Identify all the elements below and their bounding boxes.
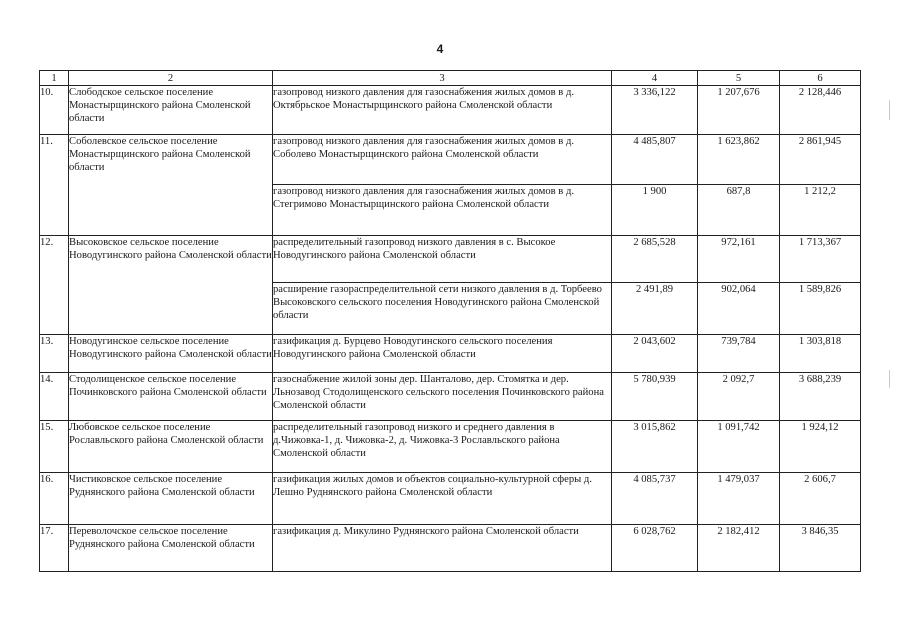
amount-col6-cell: 2 606,7 xyxy=(780,473,861,525)
table-row xyxy=(40,335,861,373)
page-number: 4 xyxy=(436,42,444,56)
table-row xyxy=(40,86,861,135)
header-cell: 2 xyxy=(69,71,273,86)
object-description-cell: распределительный газопровод низкого и среднего давления в д.Чижовка-1, д. Чижовка-2, д. Чижовка-3 Рославльского района Смоленской области xyxy=(273,421,612,473)
header-cell: 6 xyxy=(780,71,861,86)
settlement-name-cell: Высоковское сельское поселение Новодугинского района Смоленской области xyxy=(69,236,273,335)
row-number-cell: 13. xyxy=(40,335,69,373)
amount-col6-cell: 3 688,239 xyxy=(780,373,861,421)
amount-col5-cell: 1 207,676 xyxy=(698,86,780,135)
margin-line-top xyxy=(889,100,890,120)
amount-col5-cell: 1 623,862 xyxy=(698,135,780,185)
object-description-cell: распределительный газопровод низкого давления в с. Высокое Новодугинского района Смоленской области xyxy=(273,236,612,283)
amount-col6-cell: 2 128,446 xyxy=(780,86,861,135)
row-number-cell: 12. xyxy=(40,236,69,335)
amount-col5-cell: 1 091,742 xyxy=(698,421,780,473)
table-row xyxy=(40,373,861,421)
amount-col5-cell: 2 092,7 xyxy=(698,373,780,421)
margin-line-bottom xyxy=(889,370,890,388)
amount-total-cell: 2 491,89 xyxy=(612,283,698,335)
amount-total-cell: 4 485,807 xyxy=(612,135,698,185)
amount-col5-cell: 739,784 xyxy=(698,335,780,373)
header-cell: 5 xyxy=(698,71,780,86)
amount-col5-cell: 1 479,037 xyxy=(698,473,780,525)
object-description-cell: расширение газораспределительной сети низкого давления в д. Торбеево Высоковского сельского поселения Новодугинского района Смоленской области xyxy=(273,283,612,335)
allocation-table xyxy=(39,70,861,572)
amount-total-cell: 2 685,528 xyxy=(612,236,698,283)
table-row xyxy=(40,135,861,185)
amount-col5-cell: 972,161 xyxy=(698,236,780,283)
row-number-cell: 11. xyxy=(40,135,69,236)
amount-total-cell: 1 900 xyxy=(612,185,698,236)
amount-total-cell: 2 043,602 xyxy=(612,335,698,373)
amount-total-cell: 3 015,862 xyxy=(612,421,698,473)
object-description-cell: газоснабжение жилой зоны дер. Шанталово, дер. Стомятка и дер. Льнозавод Стодолищенского сельского поселения Починковского района Смоленской области xyxy=(273,373,612,421)
settlement-name-cell: Слободское сельское поселение Монастырщинского района Смоленской области xyxy=(69,86,273,135)
row-number-cell: 14. xyxy=(40,373,69,421)
amount-col5-cell: 902,064 xyxy=(698,283,780,335)
row-number-cell: 17. xyxy=(40,525,69,572)
table-body xyxy=(40,71,861,572)
header-cell: 1 xyxy=(40,71,69,86)
amount-total-cell: 5 780,939 xyxy=(612,373,698,421)
settlement-name-cell: Переволочское сельское поселение Руднянского района Смоленской области xyxy=(69,525,273,572)
amount-col5-cell: 2 182,412 xyxy=(698,525,780,572)
object-description-cell: газификация д. Бурцево Новодугинского сельского поселения Новодугинского района Смоленской области xyxy=(273,335,612,373)
settlement-name-cell: Новодугинское сельское поселение Новодугинского района Смоленской области xyxy=(69,335,273,373)
object-description-cell: газопровод низкого давления для газоснабжения жилых домов в д. Стегримово Монастырщинского района Смоленской области xyxy=(273,185,612,236)
amount-col6-cell: 1 303,818 xyxy=(780,335,861,373)
object-description-cell: газификация д. Микулино Руднянского района Смоленской области xyxy=(273,525,612,572)
amount-col6-cell: 2 861,945 xyxy=(780,135,861,185)
amount-col6-cell: 1 212,2 xyxy=(780,185,861,236)
table-row xyxy=(40,525,861,572)
table-header-row xyxy=(40,71,861,86)
amount-col6-cell: 3 846,35 xyxy=(780,525,861,572)
object-description-cell: газопровод низкого давления для газоснабжения жилых домов в д. Октябрьское Монастырщинского района Смоленской области xyxy=(273,86,612,135)
object-description-cell: газификация жилых домов и объектов социально-культурной сферы д. Лешно Руднянского района Смоленской области xyxy=(273,473,612,525)
table-row xyxy=(40,236,861,283)
amount-col5-cell: 687,8 xyxy=(698,185,780,236)
settlement-name-cell: Любовское сельское поселение Рославльского района Смоленской области xyxy=(69,421,273,473)
amount-total-cell: 6 028,762 xyxy=(612,525,698,572)
settlement-name-cell: Соболевское сельское поселение Монастырщинского района Смоленской области xyxy=(69,135,273,236)
amount-total-cell: 3 336,122 xyxy=(612,86,698,135)
table-row xyxy=(40,421,861,473)
row-number-cell: 10. xyxy=(40,86,69,135)
header-cell: 4 xyxy=(612,71,698,86)
settlement-name-cell: Стодолищенское сельское поселение Починковского района Смоленской области xyxy=(69,373,273,421)
amount-col6-cell: 1 924,12 xyxy=(780,421,861,473)
row-number-cell: 16. xyxy=(40,473,69,525)
amount-total-cell: 4 085,737 xyxy=(612,473,698,525)
object-description-cell: газопровод низкого давления для газоснабжения жилых домов в д. Соболево Монастырщинского района Смоленской области xyxy=(273,135,612,185)
amount-col6-cell: 1 589,826 xyxy=(780,283,861,335)
amount-col6-cell: 1 713,367 xyxy=(780,236,861,283)
table-row xyxy=(40,473,861,525)
settlement-name-cell: Чистиковское сельское поселение Руднянского района Смоленской области xyxy=(69,473,273,525)
row-number-cell: 15. xyxy=(40,421,69,473)
header-cell: 3 xyxy=(273,71,612,86)
